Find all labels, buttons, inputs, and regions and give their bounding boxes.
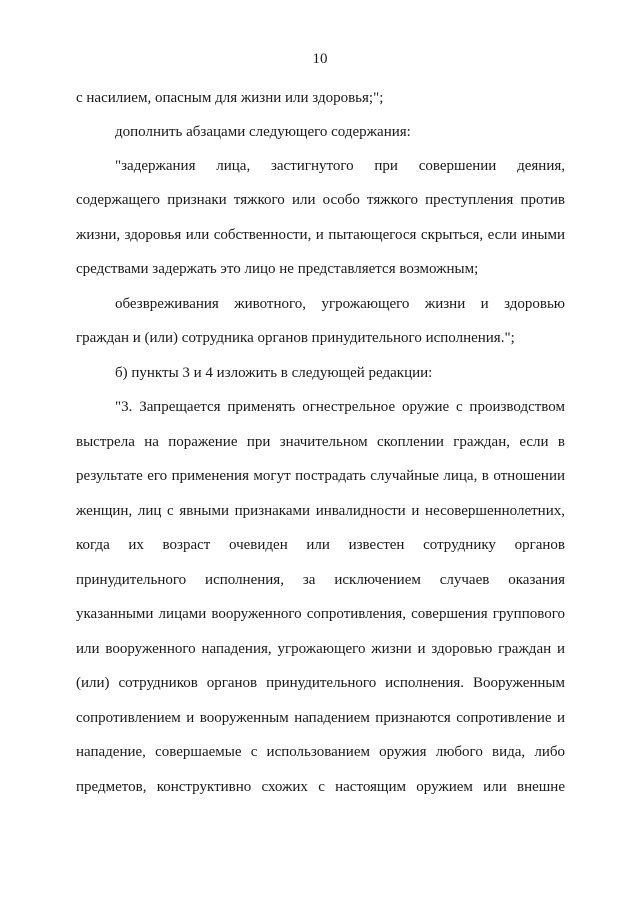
- text-line: принудительного исполнения, за исключением случаев оказания: [76, 572, 565, 588]
- text-line: с насилием, опасным для жизни или здоровья;";: [76, 90, 384, 106]
- text-line: содержащего признаки тяжкого или особо тяжкого преступления против: [76, 192, 565, 208]
- text-line: предметов, конструктивно схожих с настоящим оружием или внешне: [76, 779, 565, 795]
- text-line: женщин, лиц с явными признаками инвалидности и несовершеннолетних,: [76, 503, 565, 519]
- text-line: дополнить абзацами следующего содержания:: [115, 124, 411, 140]
- text-line: указанными лицами вооруженного сопротивления, совершения группового: [76, 606, 565, 622]
- text-line: "3. Запрещается применять огнестрельное оружие с производством: [115, 399, 565, 415]
- text-line: нападение, совершаемые с использованием оружия любого вида, либо: [76, 744, 565, 760]
- text-line: (или) сотрудников органов принудительного исполнения. Вооруженным: [76, 675, 565, 691]
- text-line: когда их возраст очевиден или известен сотруднику органов: [76, 537, 565, 553]
- text-line: выстрела на поражение при значительном скоплении граждан, если в: [76, 434, 565, 450]
- text-line: "задержания лица, застигнутого при совершении деяния,: [115, 158, 565, 174]
- text-line: сопротивлением и вооруженным нападением признаются сопротивление и: [76, 710, 565, 726]
- text-line: б) пункты 3 и 4 изложить в следующей редакции:: [115, 365, 433, 381]
- text-line: результате его применения могут пострадать случайные лица, в отношении: [76, 468, 565, 484]
- page-number: 10: [312, 51, 328, 67]
- text-line: обезвреживания животного, угрожающего жизни и здоровью: [115, 296, 565, 312]
- text-line: средствами задержать это лицо не представляется возможным;: [76, 261, 479, 277]
- text-line: граждан и (или) сотрудника органов принудительного исполнения.";: [76, 330, 515, 346]
- text-line: жизни, здоровья или собственности, и пытающегося скрыться, если иными: [76, 227, 565, 243]
- text-line: или вооруженного нападения, угрожающего жизни и здоровью граждан и: [76, 641, 565, 657]
